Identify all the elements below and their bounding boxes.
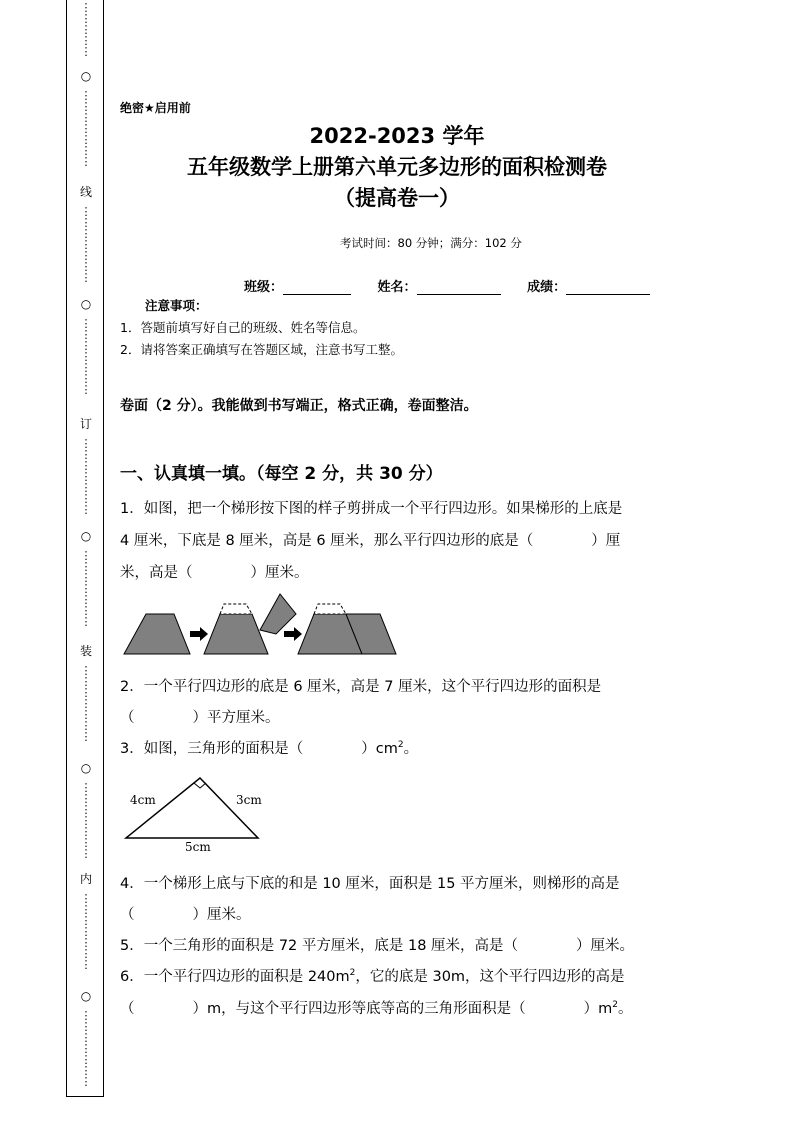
- q3-line1: [120, 737, 418, 758]
- right-angle-mark: [194, 783, 206, 788]
- rotated-piece: [260, 594, 296, 634]
- title-sub: （提高卷一）: [334, 186, 460, 210]
- triangle-label-right: 3cm: [236, 793, 262, 807]
- name-label: 姓名：: [377, 280, 417, 295]
- binding-dots: ⋮ ⋮ ⋮ ⋮ ⋮: [80, 1, 92, 58]
- notes-heading: 注意事项：: [145, 298, 208, 313]
- q3-text: 3．如图，三角形的面积是（ ）cm: [120, 741, 398, 757]
- q6-text-c: （ ）m，与这个平行四边形等底等高的三角形面积是（ ）m: [120, 1001, 613, 1017]
- q3-end: 。: [403, 741, 419, 757]
- trapezoid-top-dashed: [220, 604, 252, 614]
- triangle-label-left: 4cm: [130, 793, 156, 807]
- title-main: 五年级数学上册第六单元多边形的面积检测卷: [187, 155, 607, 179]
- trapezoid-top-dashed: [314, 604, 346, 614]
- binding-char-zhuang: 装: [79, 644, 92, 658]
- triangle-label-bottom: 5cm: [185, 840, 211, 854]
- triangle-shape: [126, 778, 258, 838]
- binding-circle: ○: [80, 761, 92, 775]
- trapezoid-bottom-piece: [204, 614, 268, 654]
- binding-dots: ⋮ ⋮ ⋮ ⋮ ⋮ ⋮ ⋮: [80, 892, 92, 971]
- trapezoid-cut-figure: [120, 590, 400, 660]
- name-blank[interactable]: [417, 280, 501, 295]
- binding-char-nei: 内: [79, 872, 92, 886]
- q4-line2: （ ）厘米。: [120, 907, 251, 923]
- q1-line3: 米，高是（ ）厘米。: [120, 565, 309, 581]
- note-item: 1．答题前填写好自己的班级、姓名等信息。: [120, 320, 366, 335]
- q1-line1: 1．如图，把一个梯形按下图的样子剪拼成一个平行四边形。如果梯形的上底是: [120, 501, 623, 517]
- binding-circle: ○: [80, 69, 92, 83]
- binding-dots: ⋮ ⋮ ⋮ ⋮ ⋮ ⋮ ⋮: [80, 205, 92, 284]
- binding-dots: ⋮ ⋮ ⋮ ⋮ ⋮ ⋮ ⋮: [80, 437, 92, 516]
- score-blank[interactable]: [566, 280, 650, 295]
- q6-sup2: 2: [612, 1000, 618, 1011]
- q5-line1: 5．一个三角形的面积是 72 平方厘米，底是 18 厘米，高是（ ）厘米。: [120, 938, 635, 954]
- binding-dots: ⋮ ⋮ ⋮ ⋮ ⋮ ⋮ ⋮: [80, 1009, 92, 1088]
- q6-line1: [120, 965, 625, 986]
- binding-dots: ⋮ ⋮ ⋮ ⋮ ⋮ ⋮ ⋮: [80, 89, 92, 168]
- confidential-label: 绝密★启用前: [120, 101, 191, 115]
- binding-dots: ⋮ ⋮ ⋮ ⋮ ⋮ ⋮ ⋮: [80, 317, 92, 396]
- q4-line1: 4．一个梯形上底与下底的和是 10 厘米，面积是 15 平方厘米，则梯形的高是: [120, 876, 620, 892]
- q2-line2: （ ）平方厘米。: [120, 710, 280, 726]
- trapezoid-shape: [124, 614, 190, 654]
- q3-sup: 2: [397, 740, 404, 751]
- q6-text-a: 6．一个平行四边形的面积是 240m: [120, 969, 350, 985]
- arrow-icon: [190, 627, 208, 641]
- binding-char-xian: 线: [79, 185, 92, 199]
- student-fields: [244, 276, 650, 295]
- binding-circle: ○: [80, 297, 92, 311]
- q2-line1: 2．一个平行四边形的底是 6 厘米，高是 7 厘米，这个平行四边形的面积是: [120, 679, 602, 695]
- section1-heading: 一、认真填一填。（每空 2 分，共 30 分）: [120, 464, 443, 484]
- class-blank[interactable]: [283, 280, 351, 295]
- arrow-icon: [284, 627, 302, 641]
- note-item: 2．请将答案正确填写在答题区域，注意书写工整。: [120, 342, 403, 357]
- exam-info: 考试时间：80 分钟；满分：102 分: [340, 236, 522, 250]
- binding-dots: ⋮ ⋮ ⋮ ⋮ ⋮ ⋮ ⋮: [80, 549, 92, 628]
- binding-char-ding: 订: [79, 417, 92, 431]
- binding-circle: ○: [80, 529, 92, 543]
- q1-line2: 4 厘米，下底是 8 厘米，高是 6 厘米，那么平行四边形的底是（ ）厘: [120, 533, 621, 549]
- binding-dots: ⋮ ⋮ ⋮ ⋮ ⋮ ⋮ ⋮: [80, 664, 92, 743]
- q6-text-b: ，它的底是 30m，这个平行四边形的高是: [355, 969, 625, 985]
- title-year: 2022-2023 学年: [309, 124, 485, 148]
- class-label: 班级：: [244, 280, 284, 295]
- q6-sup1: 2: [349, 968, 356, 979]
- q6-line2: [120, 997, 632, 1018]
- score-label: 成绩：: [527, 280, 567, 295]
- binding-dots: ⋮ ⋮ ⋮ ⋮ ⋮ ⋮ ⋮: [80, 781, 92, 860]
- surface-score: 卷面（2 分）。我能做到书写端正，格式正确，卷面整洁。: [120, 398, 478, 414]
- binding-circle: ○: [80, 989, 92, 1003]
- q6-text-d: 。: [617, 1001, 633, 1017]
